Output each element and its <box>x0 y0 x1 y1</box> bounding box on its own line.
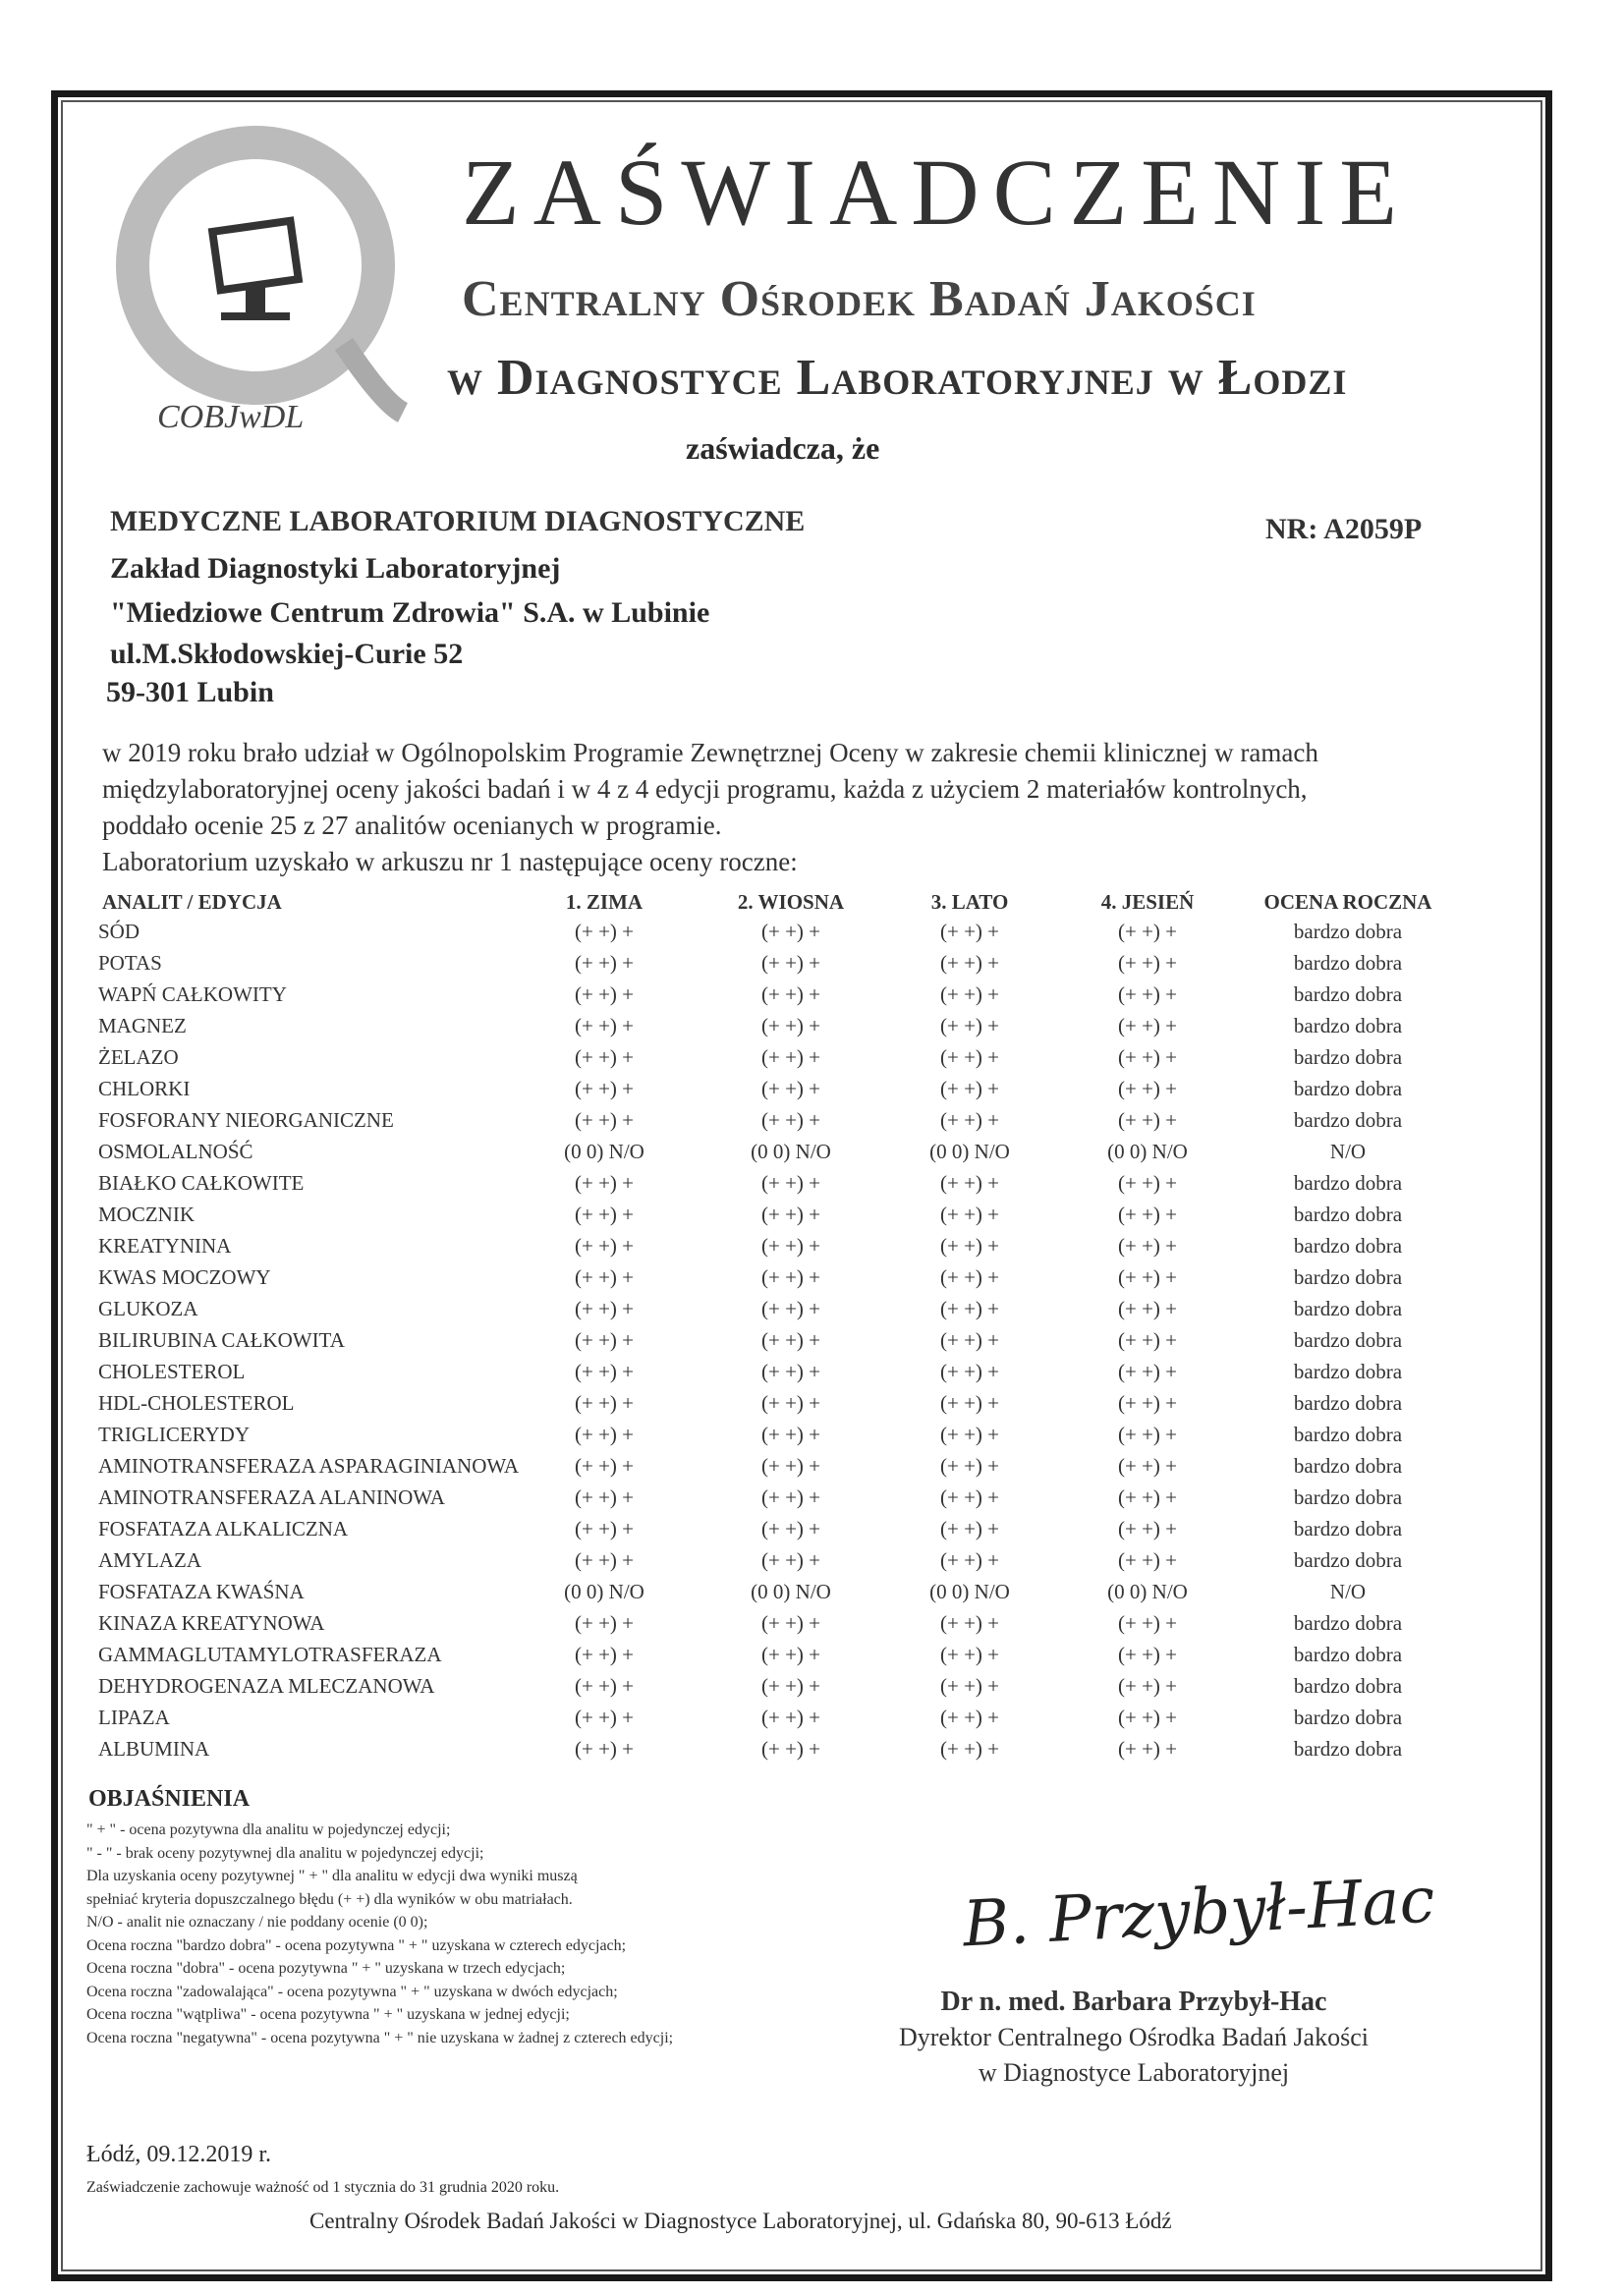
column-header: 2. WIOSNA <box>737 890 845 914</box>
column-header: OCENA ROCZNA <box>1263 890 1432 914</box>
annual-grade: bardzo dobra <box>1293 1706 1403 1729</box>
document-title: ZAŚWIADCZENIE <box>462 140 1411 245</box>
edition-result: (+ +) + <box>574 982 635 1006</box>
edition-result: (+ +) + <box>574 1611 635 1635</box>
lab-department: Zakład Diagnostyki Laboratoryjnej <box>110 552 561 585</box>
edition-result: (+ +) + <box>1117 1391 1178 1415</box>
edition-result: (+ +) + <box>574 1360 635 1383</box>
edition-result: (+ +) + <box>760 1548 821 1572</box>
body-line: w 2019 roku brało udział w Ogólnopolskim Programie Zewnętrznej Oceny w zakresie chemii klinicznej w ramach <box>102 738 1318 767</box>
edition-result: (+ +) + <box>1117 1234 1178 1258</box>
column-header: ANALIT / EDYCJA <box>102 890 282 914</box>
analyte-name: ŻELAZO <box>98 1045 179 1069</box>
explanation-line: spełniać kryteria dopuszczalnego błędu (+ +) dla wyników w obu matriałach. <box>86 1890 573 1908</box>
analyte-name: MOCZNIK <box>98 1203 195 1226</box>
annual-grade: bardzo dobra <box>1293 1485 1403 1509</box>
edition-result: (+ +) + <box>1117 1674 1178 1698</box>
edition-result: (+ +) + <box>574 1706 635 1729</box>
body-line: poddało ocenie 25 z 27 analitów ocenianych w programie. <box>102 811 722 840</box>
issuer-line-1: Centralny Ośrodek Badań Jakości <box>462 271 1257 327</box>
edition-result: (+ +) + <box>939 1045 1000 1069</box>
edition-result: (+ +) + <box>939 1548 1000 1572</box>
edition-result: (+ +) + <box>760 1265 821 1289</box>
lab-city: 59-301 Lubin <box>106 676 274 708</box>
edition-result: (+ +) + <box>1117 951 1178 975</box>
edition-result: (+ +) + <box>574 1203 635 1226</box>
edition-result: (+ +) + <box>760 1045 821 1069</box>
lab-name: MEDYCZNE LABORATORIUM DIAGNOSTYCZNE <box>110 505 806 537</box>
issuer-address: Centralny Ośrodek Badań Jakości w Diagnostyce Laboratoryjnej, ul. Gdańska 80, 90-613 Łódź <box>309 2209 1172 2233</box>
edition-result: (+ +) + <box>1117 1611 1178 1635</box>
edition-result: (+ +) + <box>1117 1360 1178 1383</box>
issuer-line-2: w Diagnostyce Laboratoryjnej w Łodzi <box>447 350 1348 406</box>
edition-result: (+ +) + <box>939 1203 1000 1226</box>
edition-result: (+ +) + <box>939 1328 1000 1352</box>
edition-result: (+ +) + <box>760 1454 821 1478</box>
edition-result: (+ +) + <box>760 1643 821 1666</box>
analyte-name: MAGNEZ <box>98 1014 187 1037</box>
edition-result: (+ +) + <box>574 1674 635 1698</box>
annual-grade: bardzo dobra <box>1293 1045 1403 1069</box>
edition-result: (+ +) + <box>1117 1265 1178 1289</box>
edition-result: (+ +) + <box>574 1643 635 1666</box>
edition-result: (+ +) + <box>939 1265 1000 1289</box>
edition-result: (+ +) + <box>939 920 1000 943</box>
edition-result: (+ +) + <box>574 1108 635 1132</box>
annual-grade: bardzo dobra <box>1293 1328 1403 1352</box>
explanation-line: Ocena roczna "negatywna" - ocena pozytywna " + " nie uzyskana w żadnej z czterech edycji; <box>86 2029 674 2046</box>
annual-grade: N/O <box>1329 1140 1367 1163</box>
annual-grade: bardzo dobra <box>1293 1643 1403 1666</box>
edition-result: (+ +) + <box>1117 1077 1178 1100</box>
annual-grade: bardzo dobra <box>1293 920 1403 943</box>
explanations-title: OBJAŚNIENIA <box>88 1786 251 1812</box>
edition-result: (+ +) + <box>574 951 635 975</box>
edition-result: (+ +) + <box>760 1706 821 1729</box>
edition-result: (+ +) + <box>574 1485 635 1509</box>
edition-result: (+ +) + <box>574 1045 635 1069</box>
edition-result: (+ +) + <box>760 1485 821 1509</box>
edition-result: (+ +) + <box>939 1454 1000 1478</box>
edition-result: (+ +) + <box>939 1391 1000 1415</box>
edition-result: (0 0) N/O <box>1107 1580 1188 1603</box>
validity-note: Zaświadczenie zachowuje ważność od 1 stycznia do 31 grudnia 2020 roku. <box>86 2179 560 2196</box>
edition-result: (+ +) + <box>574 1517 635 1540</box>
edition-result: (+ +) + <box>1117 1171 1178 1195</box>
edition-result: (+ +) + <box>1117 982 1178 1006</box>
analyte-name: KREATYNINA <box>98 1234 232 1258</box>
logo-text: COBJwDL <box>157 399 305 435</box>
body-text <box>102 735 1318 880</box>
analyte-name: POTAS <box>98 951 162 975</box>
column-header: 3. LATO <box>930 890 1009 914</box>
edition-result: (+ +) + <box>1117 1485 1178 1509</box>
edition-result: (+ +) + <box>1117 1548 1178 1572</box>
annual-grade: bardzo dobra <box>1293 1077 1403 1100</box>
edition-result: (+ +) + <box>760 1391 821 1415</box>
edition-result: (+ +) + <box>939 1014 1000 1037</box>
annual-grade: bardzo dobra <box>1293 982 1403 1006</box>
signatory <box>899 1985 1369 2091</box>
cobjwdl-logo <box>98 118 413 442</box>
edition-result: (+ +) + <box>760 1517 821 1540</box>
edition-result: (+ +) + <box>760 1014 821 1037</box>
edition-result: (0 0) N/O <box>751 1140 831 1163</box>
edition-result: (+ +) + <box>760 1108 821 1132</box>
edition-result: (+ +) + <box>939 1485 1000 1509</box>
explanation-line: " - " - brak oceny pozytywnej dla analitu w pojedynczej edycji; <box>86 1844 484 1862</box>
edition-result: (0 0) N/O <box>1107 1140 1188 1163</box>
edition-result: (+ +) + <box>1117 1328 1178 1352</box>
annual-grade: bardzo dobra <box>1293 1423 1403 1446</box>
edition-result: (+ +) + <box>760 1360 821 1383</box>
analyte-name: HDL-CHOLESTEROL <box>98 1391 295 1415</box>
edition-result: (+ +) + <box>939 1737 1000 1761</box>
edition-result: (+ +) + <box>760 951 821 975</box>
edition-result: (+ +) + <box>760 1077 821 1100</box>
edition-result: (+ +) + <box>1117 1737 1178 1761</box>
edition-result: (+ +) + <box>574 1171 635 1195</box>
explanation-line: Ocena roczna "bardzo dobra" - ocena pozytywna " + " uzyskana w czterech edycjach; <box>86 1936 627 1954</box>
edition-result: (+ +) + <box>1117 920 1178 943</box>
edition-result: (+ +) + <box>574 1234 635 1258</box>
edition-result: (+ +) + <box>939 1643 1000 1666</box>
edition-result: (+ +) + <box>939 1674 1000 1698</box>
analyte-name: FOSFATAZA ALKALICZNA <box>98 1517 349 1540</box>
analyte-name: OSMOLALNOŚĆ <box>98 1140 253 1163</box>
explanation-line: N/O - analit nie oznaczany / nie poddany ocenie (0 0); <box>86 1914 428 1931</box>
edition-result: (0 0) N/O <box>751 1580 831 1603</box>
edition-result: (+ +) + <box>760 1203 821 1226</box>
annual-grade: bardzo dobra <box>1293 1234 1403 1258</box>
edition-result: (+ +) + <box>939 1077 1000 1100</box>
edition-result: (+ +) + <box>1117 1643 1178 1666</box>
annual-grade: bardzo dobra <box>1293 1014 1403 1037</box>
annual-grade: bardzo dobra <box>1293 1203 1403 1226</box>
annual-grade: bardzo dobra <box>1293 1391 1403 1415</box>
lab-street: ul.M.Skłodowskiej-Curie 52 <box>110 638 464 670</box>
edition-result: (+ +) + <box>574 1548 635 1572</box>
explanation-line: " + " - ocena pozytywna dla analitu w pojedynczej edycji; <box>86 1821 451 1838</box>
annual-grade: bardzo dobra <box>1293 951 1403 975</box>
annual-grade: bardzo dobra <box>1293 1517 1403 1540</box>
edition-result: (+ +) + <box>939 1360 1000 1383</box>
edition-result: (+ +) + <box>574 1077 635 1100</box>
analyte-name: KINAZA KREATYNOWA <box>98 1611 325 1635</box>
analyte-name: AMYLAZA <box>98 1548 201 1572</box>
column-header: 4. JESIEŃ <box>1100 890 1195 914</box>
analyte-name: DEHYDROGENAZA MLECZANOWA <box>98 1674 435 1698</box>
annual-grade: bardzo dobra <box>1293 1611 1403 1635</box>
edition-result: (+ +) + <box>574 1265 635 1289</box>
annual-grade: bardzo dobra <box>1293 1360 1403 1383</box>
explanation-line: Dla uzyskania oceny pozytywnej " + " dla analitu w edycji dwa wyniki muszą <box>86 1868 578 1884</box>
body-line: międzylaboratoryjnej oceny jakości badań i w 4 z 4 edycji programu, każda z użyciem 2 materiałów kontrolnych, <box>102 774 1308 804</box>
edition-result: (+ +) + <box>1117 1517 1178 1540</box>
edition-result: (+ +) + <box>574 1014 635 1037</box>
edition-result: (+ +) + <box>939 1423 1000 1446</box>
edition-result: (+ +) + <box>760 1423 821 1446</box>
analyte-name: BILIRUBINA CAŁKOWITA <box>98 1328 345 1352</box>
analyte-name: LIPAZA <box>98 1706 170 1729</box>
annual-grade: bardzo dobra <box>1293 1454 1403 1478</box>
edition-result: (+ +) + <box>760 1234 821 1258</box>
annual-grade: bardzo dobra <box>1293 1737 1403 1761</box>
annual-grade: N/O <box>1329 1580 1367 1603</box>
edition-result: (+ +) + <box>939 982 1000 1006</box>
edition-result: (+ +) + <box>1117 1706 1178 1729</box>
column-header: 1. ZIMA <box>565 890 644 914</box>
edition-result: (+ +) + <box>760 982 821 1006</box>
edition-result: (+ +) + <box>939 1171 1000 1195</box>
edition-result: (+ +) + <box>760 1171 821 1195</box>
analyte-name: CHOLESTEROL <box>98 1360 246 1383</box>
annual-grade: bardzo dobra <box>1293 1297 1403 1320</box>
edition-result: (+ +) + <box>1117 1045 1178 1069</box>
analyte-name: FOSFORANY NIEORGANICZNE <box>98 1108 394 1132</box>
edition-result: (+ +) + <box>574 920 635 943</box>
analyte-name: FOSFATAZA KWAŚNA <box>98 1580 305 1603</box>
edition-result: (0 0) N/O <box>929 1580 1010 1603</box>
edition-result: (+ +) + <box>574 1737 635 1761</box>
edition-result: (+ +) + <box>574 1328 635 1352</box>
lab-company: "Miedziowe Centrum Zdrowia" S.A. w Lubinie <box>110 596 710 629</box>
analyte-name: WAPŃ CAŁKOWITY <box>98 982 287 1006</box>
analyte-name: ALBUMINA <box>98 1737 210 1761</box>
annual-grade: bardzo dobra <box>1293 1108 1403 1132</box>
edition-result: (+ +) + <box>939 1611 1000 1635</box>
edition-result: (+ +) + <box>760 1737 821 1761</box>
edition-result: (+ +) + <box>574 1297 635 1320</box>
analyte-name: BIAŁKO CAŁKOWITE <box>98 1171 305 1195</box>
edition-result: (+ +) + <box>1117 1014 1178 1037</box>
explanation-line: Ocena roczna "wątpliwa" - ocena pozytywna " + " uzyskana w jednej edycji; <box>86 2006 570 2023</box>
edition-result: (+ +) + <box>574 1454 635 1478</box>
edition-result: (0 0) N/O <box>564 1140 644 1163</box>
edition-result: (+ +) + <box>760 1328 821 1352</box>
certifies-text: zaświadcza, że <box>686 430 880 466</box>
edition-result: (+ +) + <box>1117 1297 1178 1320</box>
annual-grade: bardzo dobra <box>1293 1171 1403 1195</box>
edition-result: (+ +) + <box>1117 1454 1178 1478</box>
edition-result: (+ +) + <box>1117 1423 1178 1446</box>
analyte-name: KWAS MOCZOWY <box>98 1265 271 1289</box>
edition-result: (+ +) + <box>939 1108 1000 1132</box>
explanations-list <box>86 1819 673 2049</box>
analyte-name: TRIGLICERYDY <box>98 1423 250 1446</box>
issue-date: Łódź, 09.12.2019 r. <box>86 2142 271 2167</box>
edition-result: (+ +) + <box>1117 1203 1178 1226</box>
analyte-name: GAMMAGLUTAMYLOTRASFERAZA <box>98 1643 442 1666</box>
edition-result: (+ +) + <box>574 1391 635 1415</box>
handwritten-signature: B. Przybył-Hac <box>961 1864 1437 1962</box>
edition-result: (0 0) N/O <box>564 1580 644 1603</box>
explanation-line: Ocena roczna "zadowalająca" - ocena pozytywna " + " uzyskana w dwóch edycjach; <box>86 1983 618 2000</box>
edition-result: (+ +) + <box>939 1517 1000 1540</box>
analyte-name: GLUKOZA <box>98 1297 198 1320</box>
edition-result: (+ +) + <box>939 951 1000 975</box>
body-line: Laboratorium uzyskało w arkuszu nr 1 następujące oceny roczne: <box>102 847 798 876</box>
analyte-name: SÓD <box>98 920 140 943</box>
edition-result: (+ +) + <box>760 1674 821 1698</box>
signatory-name: Dr n. med. Barbara Przybył-Hac <box>940 1987 1327 2017</box>
analyte-name: AMINOTRANSFERAZA ASPARAGINIANOWA <box>98 1454 520 1478</box>
analyte-name: CHLORKI <box>98 1077 191 1100</box>
edition-result: (0 0) N/O <box>929 1140 1010 1163</box>
edition-result: (+ +) + <box>760 1611 821 1635</box>
explanation-line: Ocena roczna "dobra" - ocena pozytywna " + " uzyskana w trzech edycjach; <box>86 1960 566 1977</box>
edition-result: (+ +) + <box>1117 1108 1178 1132</box>
edition-result: (+ +) + <box>760 920 821 943</box>
annual-grade: bardzo dobra <box>1293 1674 1403 1698</box>
edition-result: (+ +) + <box>574 1423 635 1446</box>
annual-grade: bardzo dobra <box>1293 1548 1403 1572</box>
analyte-name: AMINOTRANSFERAZA ALANINOWA <box>98 1485 445 1509</box>
edition-result: (+ +) + <box>760 1297 821 1320</box>
annual-grade: bardzo dobra <box>1293 1265 1403 1289</box>
signatory-role: Dyrektor Centralnego Ośrodka Badań Jakości <box>899 2023 1369 2051</box>
certificate-number: NR: A2059P <box>1265 513 1423 545</box>
edition-result: (+ +) + <box>939 1234 1000 1258</box>
edition-result: (+ +) + <box>939 1706 1000 1729</box>
signatory-role: w Diagnostyce Laboratoryjnej <box>978 2058 1290 2087</box>
edition-result: (+ +) + <box>939 1297 1000 1320</box>
